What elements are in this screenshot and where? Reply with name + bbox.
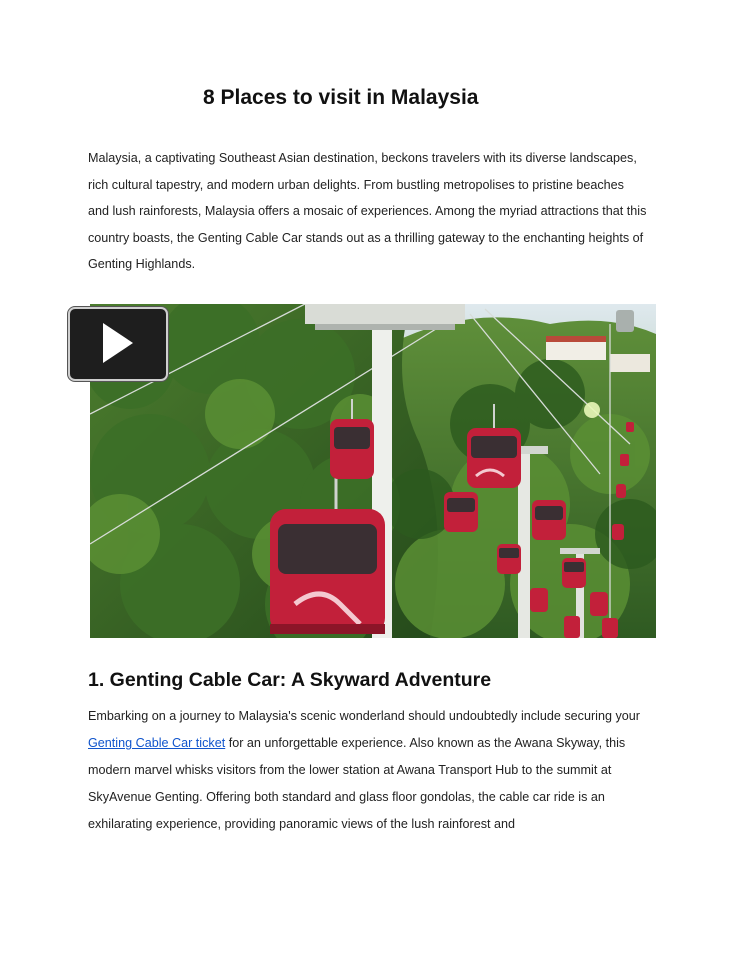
- section-text-after-link: for an unforgettable experience. Also known as the Awana Skyway, this modern marvel whisks visitors from the lower station at Awana Transport Hub to the summit at SkyAvenue Genting. Offering both standard and glass floor gondolas, the cable car ride is an exhilarating experience, providing panoramic views of the lush rainforest and: [88, 736, 626, 831]
- cable-car-illustration: [90, 304, 656, 638]
- section-paragraph: [88, 703, 648, 838]
- genting-ticket-link[interactable]: Genting Cable Car ticket: [88, 736, 226, 750]
- section-heading: 1. Genting Cable Car: A Skyward Adventure: [88, 669, 492, 691]
- video-play-button[interactable]: [68, 307, 168, 381]
- section-text: [88, 703, 648, 838]
- intro-text: Malaysia, a captivating Southeast Asian destination, beckons travelers with its diverse landscapes, rich cultural tapestry, and modern urban delights. From bustling metropolises to pristine beaches and lush rainforests, Malaysia offers a mosaic of experiences. Among the myriad attractions that this country boasts, the Genting Cable Car stands out as a thrilling gateway to the enchanting heights of Genting Highlands.: [88, 151, 647, 271]
- intro-paragraph: [88, 145, 648, 278]
- play-icon: [103, 323, 133, 363]
- cable-car-image: [90, 304, 656, 638]
- section-text-before-link: Embarking on a journey to Malaysia's scenic wonderland should undoubtedly include securing your: [88, 709, 640, 723]
- page-title: 8 Places to visit in Malaysia: [203, 86, 479, 109]
